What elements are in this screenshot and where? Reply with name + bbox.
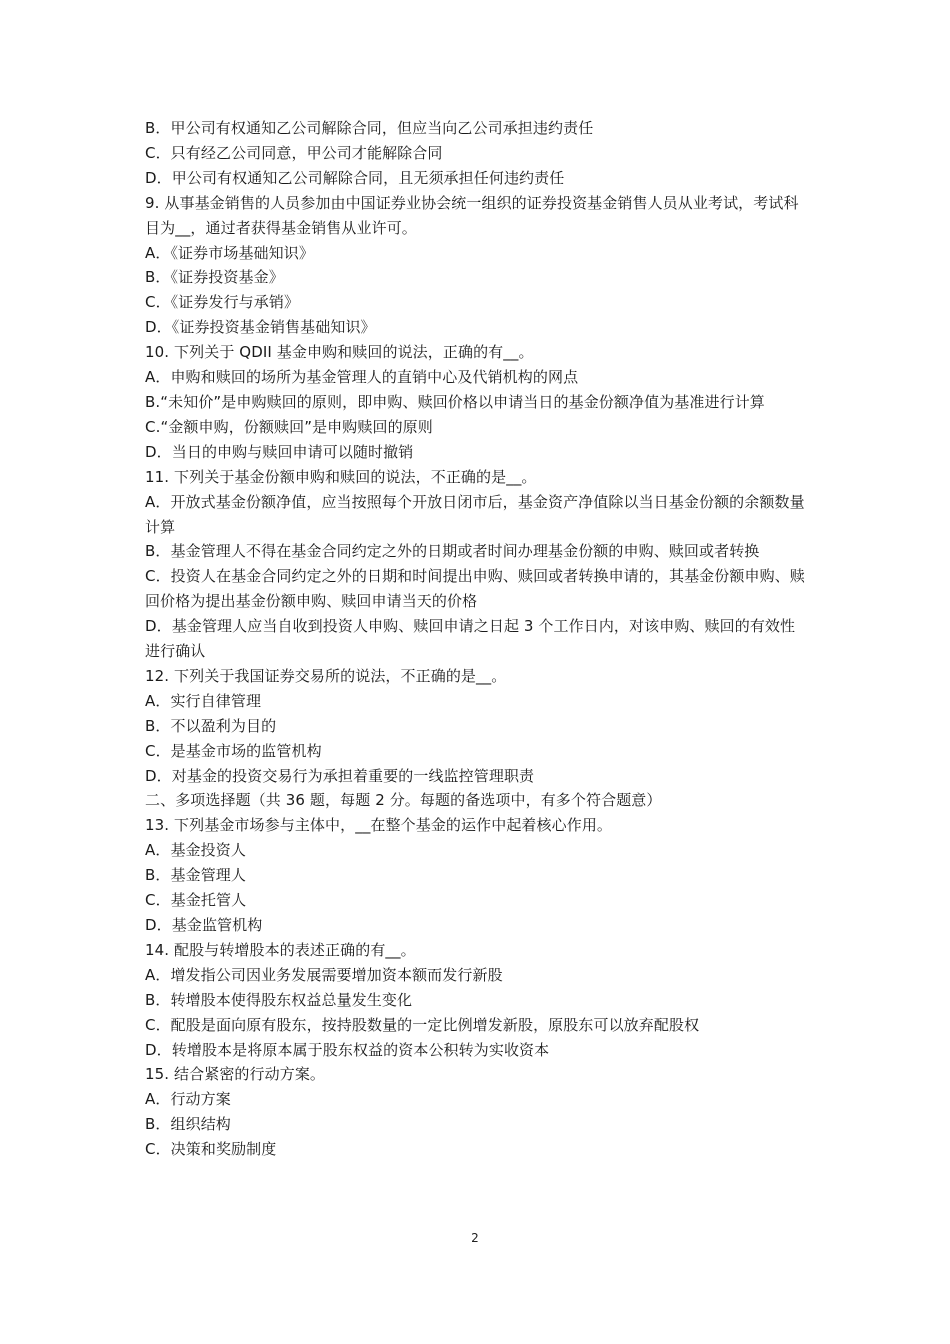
option-line: B．基金管理人不得在基金合同约定之外的日期或者时间办理基金份额的申购、赎回或者转换 (145, 542, 760, 561)
section-heading: 二、多项选择题（共 36 题，每题 2 分。每题的备选项中，有多个符合题意） (145, 791, 662, 810)
option-line: A．《证券市场基础知识》 (145, 243, 314, 262)
option-line: C．基金托管人 (145, 891, 247, 910)
option-line: D．甲公司有权通知乙公司解除合同，且无须承担任何违约责任 (145, 168, 565, 187)
question-line: 10. 下列关于 QDII 基金申购和赎回的说法，正确的有__。 (145, 343, 534, 362)
exam-question-body (145, 116, 810, 1162)
option-line: B．转增股本使得股东权益总量发生变化 (145, 990, 413, 1009)
option-line: D．基金管理人应当自收到投资人申购、赎回申请之日起 3 个工作日内，对该申购、赎回的有效性进行确认 (145, 617, 796, 661)
option-line: C．决策和奖励制度 (145, 1140, 277, 1159)
option-line: A．申购和赎回的场所为基金管理人的直销中心及代销机构的网点 (145, 368, 579, 387)
question-line: 12. 下列关于我国证券交易所的说法，不正确的是__。 (145, 666, 507, 685)
question-line: 15. 结合紧密的行动方案。 (145, 1065, 326, 1084)
option-line: A．基金投资人 (145, 841, 246, 860)
question-line: 9. 从事基金销售的人员参加由中国证券业协会统一组织的证券投资基金销售人员从业考试，考试科目为__，通过者获得基金销售从业许可。 (145, 193, 799, 237)
option-line: B.“未知价”是申购赎回的原则，即申购、赎回价格以申请当日的基金份额净值为基准进行计算 (145, 392, 765, 411)
option-line: D．基金监管机构 (145, 916, 263, 934)
option-line: A．开放式基金份额净值，应当按照每个开放日闭市后，基金资产净值除以当日基金份额的余额数量计算 (145, 492, 805, 536)
question-line: 11. 下列关于基金份额申购和赎回的说法，不正确的是__。 (145, 467, 537, 486)
option-line: C．投资人在基金合同约定之外的日期和时间提出申购、赎回或者转换申请的，其基金份额申购、赎回价格为提出基金份额申购、赎回申请当天的价格 (145, 567, 805, 611)
option-line: C.“金额申购，份额赎回”是申购赎回的原则 (145, 417, 433, 436)
option-line: B．组织结构 (145, 1115, 231, 1134)
question-line: 13. 下列基金市场参与主体中，__在整个基金的运作中起着核心作用。 (145, 816, 613, 835)
option-line: D．对基金的投资交易行为承担着重要的一线监控管理职责 (145, 766, 535, 785)
option-line: A．实行自律管理 (145, 691, 262, 710)
option-line: C．配股是面向原有股东，按持股数量的一定比例增发新股，原股东可以放弃配股权 (145, 1015, 700, 1034)
option-line: A．行动方案 (145, 1090, 231, 1109)
option-line: B．甲公司有权通知乙公司解除合同，但应当向乙公司承担违约责任 (145, 119, 594, 137)
option-line: C．《证券发行与承销》 (145, 293, 300, 312)
option-line: B．基金管理人 (145, 866, 246, 885)
question-line: 14. 配股与转增股本的表述正确的有__。 (145, 940, 416, 959)
page-number: 2 (471, 1231, 479, 1245)
option-line: C．只有经乙公司同意，甲公司才能解除合同 (145, 143, 443, 162)
option-line: B．不以盈利为目的 (145, 716, 277, 735)
option-line: D．当日的申购与赎回申请可以随时撤销 (145, 442, 414, 461)
option-line: C．是基金市场的监管机构 (145, 741, 322, 760)
option-line: D．《证券投资基金销售基础知识》 (145, 318, 376, 337)
option-line: B．《证券投资基金》 (145, 268, 284, 287)
option-line: A．增发指公司因业务发展需要增加资本额而发行新股 (145, 965, 503, 984)
option-line: D．转增股本是将原本属于股东权益的资本公积转为实收资本 (145, 1040, 550, 1059)
